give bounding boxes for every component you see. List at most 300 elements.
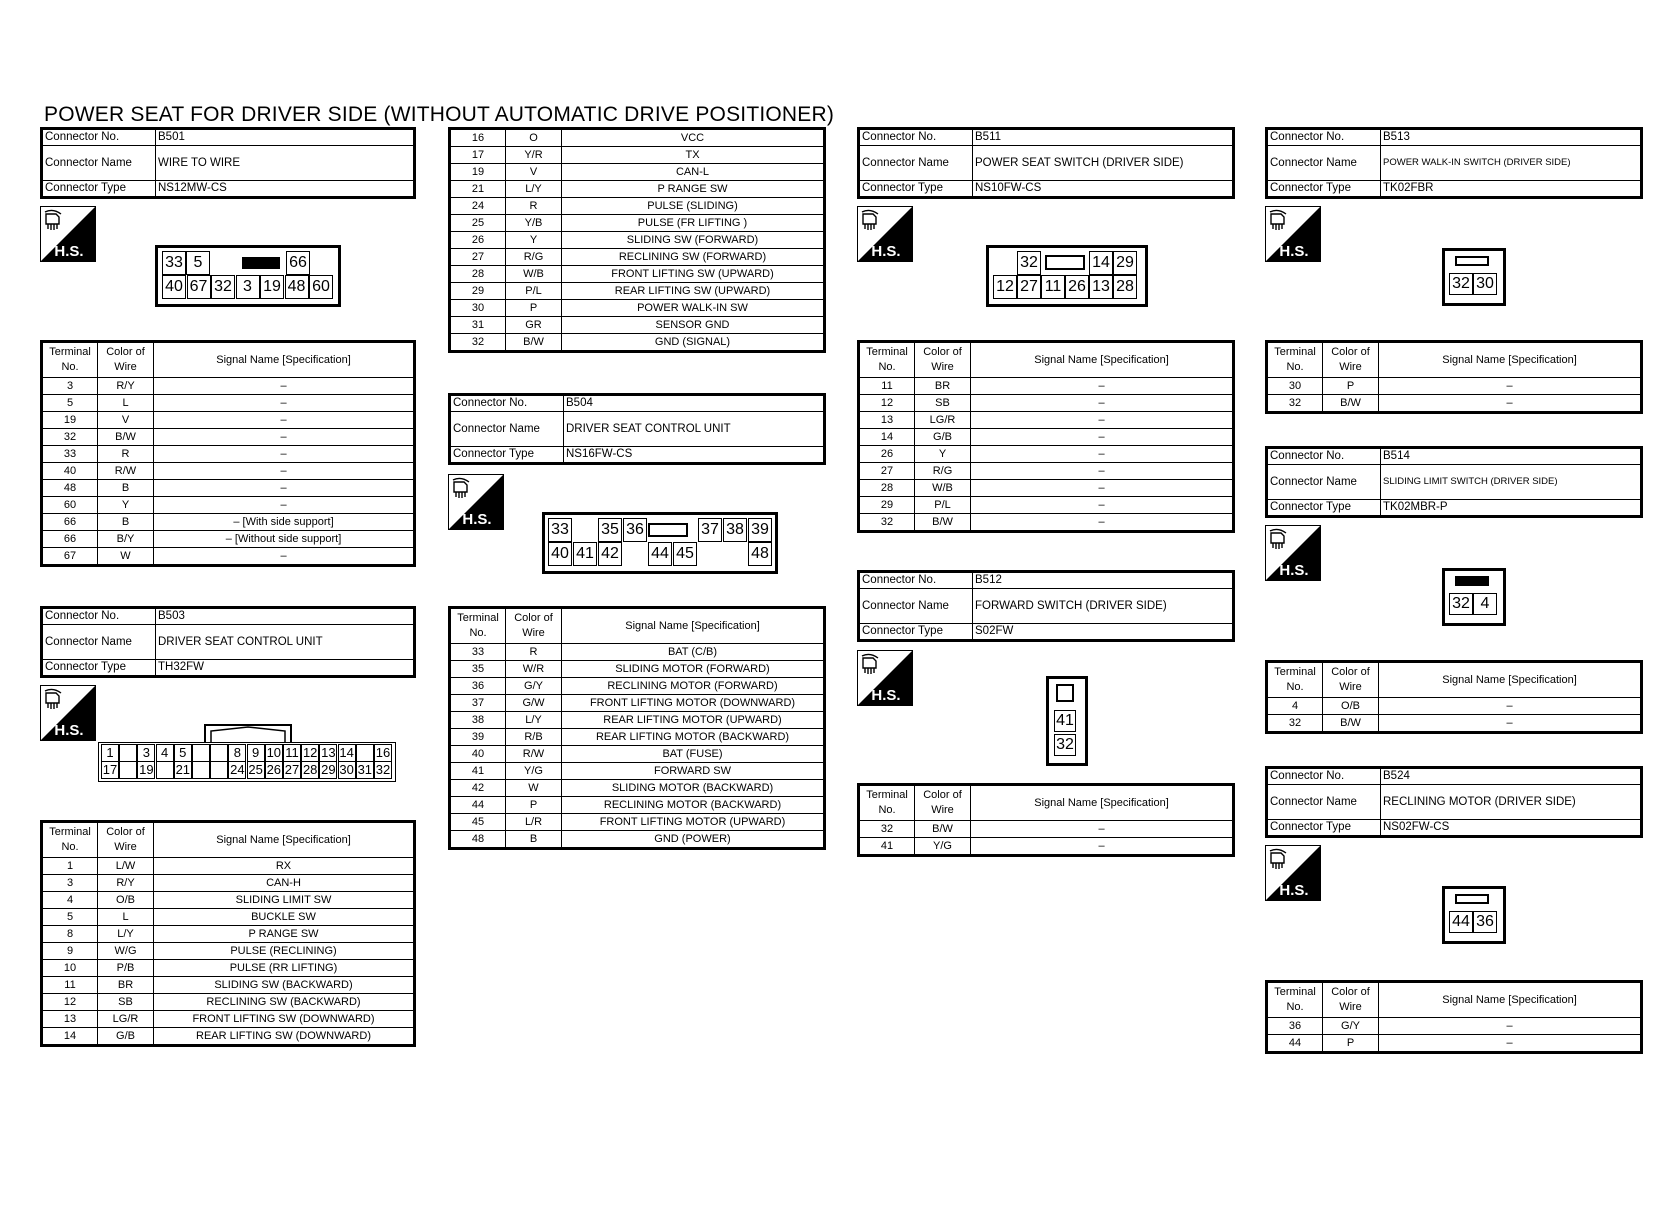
signal-name: – xyxy=(971,480,1234,497)
table-row xyxy=(450,763,825,780)
signal-name: – xyxy=(971,378,1234,395)
terminal-no: 4 xyxy=(1267,698,1323,715)
terminal-no: 41 xyxy=(450,763,506,780)
signal-name: RECLINING SW (FORWARD) xyxy=(562,249,825,266)
table-row xyxy=(450,334,825,352)
wire-color: W xyxy=(506,780,562,797)
wire-color: O xyxy=(506,129,562,147)
connector-type: NS16FW-CS xyxy=(564,447,825,464)
signal-name: – xyxy=(971,514,1234,532)
signal-name: REAR LIFTING SW (DOWNWARD) xyxy=(154,1028,415,1046)
signal-name: SLIDING MOTOR (FORWARD) xyxy=(562,661,825,678)
connector-info-b524 xyxy=(1265,766,1643,838)
signal-name: REAR LIFTING MOTOR (UPWARD) xyxy=(562,712,825,729)
harness-side-icon xyxy=(857,650,913,706)
table-row xyxy=(859,412,1234,429)
label-connector-no: Connector No. xyxy=(42,608,156,625)
table-row xyxy=(42,531,415,548)
table-row xyxy=(859,446,1234,463)
connector-info-b514 xyxy=(1265,446,1643,518)
signal-name: PULSE (RECLINING) xyxy=(154,943,415,960)
pin-cell: 41 xyxy=(573,542,597,566)
signal-name: – xyxy=(154,446,415,463)
wire-color: LG/R xyxy=(915,412,971,429)
table-row xyxy=(42,429,415,446)
header-terminal: Terminal No. xyxy=(42,822,98,858)
signal-name: – xyxy=(971,821,1234,838)
signal-name: SLIDING SW (FORWARD) xyxy=(562,232,825,249)
connector-type: TK02FBR xyxy=(1381,181,1642,198)
pin-cell: 32 xyxy=(1054,734,1076,756)
header-signal: Signal Name [Specification] xyxy=(1379,342,1642,378)
header-signal: Signal Name [Specification] xyxy=(971,342,1234,378)
signal-name: CAN-L xyxy=(562,164,825,181)
wire-color: V xyxy=(506,164,562,181)
signal-name: FRONT LIFTING SW (UPWARD) xyxy=(562,266,825,283)
pin-cell: 33 xyxy=(162,251,186,275)
pin-cell: 26 xyxy=(1065,275,1089,299)
terminal-no: 33 xyxy=(42,446,98,463)
signal-name: – [Without side support] xyxy=(154,531,415,548)
wire-color: B/W xyxy=(1323,395,1379,413)
pin-cell: 44 xyxy=(648,542,672,566)
terminal-no: 13 xyxy=(42,1011,98,1028)
pin-table-b504 xyxy=(448,606,826,850)
pin-cell: 27 xyxy=(284,762,300,777)
signal-name: – xyxy=(154,463,415,480)
signal-name: GND (SIGNAL) xyxy=(562,334,825,352)
pin-cell: 12 xyxy=(302,745,318,760)
connector-name: WIRE TO WIRE xyxy=(156,146,415,181)
table-row xyxy=(450,129,825,147)
table-row xyxy=(450,712,825,729)
terminal-no: 38 xyxy=(450,712,506,729)
pin-cell: 48 xyxy=(748,542,772,566)
wire-color: L xyxy=(98,909,154,926)
connector-info-b512 xyxy=(857,570,1235,642)
table-row xyxy=(859,378,1234,395)
pin-cell: 38 xyxy=(723,518,747,542)
signal-name: SLIDING MOTOR (BACKWARD) xyxy=(562,780,825,797)
table-row xyxy=(859,429,1234,446)
terminal-no: 32 xyxy=(1267,395,1323,413)
pin-cell xyxy=(119,744,137,762)
pin-cell: 29 xyxy=(321,762,336,777)
label-connector-type: Connector Type xyxy=(859,624,973,641)
table-row xyxy=(42,497,415,514)
connector-face-b512 xyxy=(1046,676,1088,766)
connector-face-b513 xyxy=(1442,248,1506,306)
wire-color: B/W xyxy=(915,821,971,838)
pin-cell xyxy=(156,761,174,779)
header-color: Color of Wire xyxy=(1323,982,1379,1018)
connector-name: DRIVER SEAT CONTROL UNIT xyxy=(156,625,415,660)
terminal-no: 13 xyxy=(859,412,915,429)
signal-name: – xyxy=(154,497,415,514)
hs-label: H.S. xyxy=(54,243,84,260)
table-row xyxy=(450,164,825,181)
wire-color: R/B xyxy=(506,729,562,746)
wire-color: O/B xyxy=(98,892,154,909)
pin-cell xyxy=(119,761,137,779)
signal-name: – xyxy=(154,378,415,395)
table-row xyxy=(1267,715,1642,733)
pin-cell: 42 xyxy=(598,542,622,566)
pin-cell: 17 xyxy=(102,762,118,777)
wire-color: G/B xyxy=(98,1028,154,1046)
terminal-no: 32 xyxy=(859,821,915,838)
terminal-no: 67 xyxy=(42,548,98,566)
terminal-no: 26 xyxy=(450,232,506,249)
label-connector-name: Connector Name xyxy=(42,625,156,660)
wire-color: R xyxy=(506,644,562,661)
signal-name: RECLINING MOTOR (BACKWARD) xyxy=(562,797,825,814)
pin-table-b503-continued xyxy=(448,127,826,353)
terminal-no: 31 xyxy=(450,317,506,334)
harness-side-icon xyxy=(448,474,504,530)
label-connector-no: Connector No. xyxy=(42,129,156,146)
pin-cell: 40 xyxy=(162,275,186,299)
pin-table-b512 xyxy=(857,783,1235,857)
terminal-no: 30 xyxy=(450,300,506,317)
terminal-no: 19 xyxy=(450,164,506,181)
wire-color: R/Y xyxy=(98,875,154,892)
connector-type: TK02MBR-P xyxy=(1381,500,1642,517)
harness-side-icon xyxy=(857,206,913,262)
terminal-no: 32 xyxy=(859,514,915,532)
header-terminal: Terminal No. xyxy=(1267,662,1323,698)
pin-cell: 26 xyxy=(266,762,282,777)
connector-type: TH32FW xyxy=(156,660,415,677)
header-color: Color of Wire xyxy=(98,342,154,378)
header-color: Color of Wire xyxy=(915,342,971,378)
wire-color: Y/B xyxy=(506,215,562,232)
pin-cell: 33 xyxy=(548,518,572,542)
signal-name: – xyxy=(154,429,415,446)
wire-color: B/W xyxy=(1323,715,1379,733)
harness-side-icon xyxy=(40,206,96,262)
wire-color: Y xyxy=(98,497,154,514)
label-connector-name: Connector Name xyxy=(1267,465,1381,500)
wire-color: LG/R xyxy=(98,1011,154,1028)
table-row xyxy=(450,814,825,831)
hs-label: H.S. xyxy=(1279,882,1309,899)
wire-color: B/Y xyxy=(98,531,154,548)
signal-name: – xyxy=(1379,1018,1642,1035)
lock-tab xyxy=(1455,576,1489,586)
header-terminal: Terminal No. xyxy=(42,342,98,378)
label-connector-type: Connector Type xyxy=(450,447,564,464)
table-row xyxy=(1267,1018,1642,1035)
pin-table-b513 xyxy=(1265,340,1643,414)
terminal-no: 11 xyxy=(42,977,98,994)
pin-cell: 19 xyxy=(260,275,284,299)
connector-no: B501 xyxy=(156,129,415,146)
wire-color: L/Y xyxy=(506,181,562,198)
wire-color: W/G xyxy=(98,943,154,960)
connector-no: B511 xyxy=(973,129,1234,146)
pin-cell: 32 xyxy=(375,762,391,777)
table-row xyxy=(859,821,1234,838)
lock-tab xyxy=(1056,684,1074,702)
signal-name: – xyxy=(154,412,415,429)
table-row xyxy=(450,147,825,164)
table-row xyxy=(450,831,825,849)
pin-cell xyxy=(210,744,228,762)
header-signal: Signal Name [Specification] xyxy=(154,342,415,378)
label-connector-type: Connector Type xyxy=(42,660,156,677)
table-row xyxy=(450,283,825,300)
table-row xyxy=(450,181,825,198)
wire-color: BR xyxy=(915,378,971,395)
signal-name: POWER WALK-IN SW xyxy=(562,300,825,317)
table-row xyxy=(859,480,1234,497)
wire-color: R xyxy=(506,198,562,215)
wire-color: P xyxy=(1323,1035,1379,1053)
header-color: Color of Wire xyxy=(98,822,154,858)
label-connector-no: Connector No. xyxy=(859,129,973,146)
wire-color: R/W xyxy=(98,463,154,480)
terminal-no: 35 xyxy=(450,661,506,678)
terminal-no: 19 xyxy=(42,412,98,429)
pin-cell: 3 xyxy=(236,275,260,299)
pin-cell: 66 xyxy=(286,251,310,275)
pin-cell: 4 xyxy=(1473,593,1497,615)
terminal-no: 33 xyxy=(450,644,506,661)
signal-name: – xyxy=(154,395,415,412)
terminal-no: 27 xyxy=(859,463,915,480)
signal-name: – xyxy=(1379,378,1642,395)
pin-cell xyxy=(210,761,228,779)
table-row xyxy=(450,695,825,712)
connector-no: B504 xyxy=(564,395,825,412)
header-color: Color of Wire xyxy=(915,785,971,821)
table-row xyxy=(450,215,825,232)
terminal-no: 48 xyxy=(42,480,98,497)
pin-cell: 28 xyxy=(1113,275,1137,299)
hs-label: H.S. xyxy=(1279,243,1309,260)
wire-color: R/W xyxy=(506,746,562,763)
wire-color: L/W xyxy=(98,858,154,875)
wire-color: P/L xyxy=(915,497,971,514)
signal-name: PULSE (FR LIFTING ) xyxy=(562,215,825,232)
terminal-no: 12 xyxy=(859,395,915,412)
table-row xyxy=(42,480,415,497)
wire-color: W xyxy=(98,548,154,566)
signal-name: REAR LIFTING MOTOR (BACKWARD) xyxy=(562,729,825,746)
wire-color: G/Y xyxy=(1323,1018,1379,1035)
terminal-no: 4 xyxy=(42,892,98,909)
pin-table-b501 xyxy=(40,340,416,567)
harness-side-icon xyxy=(40,685,96,741)
page-title: POWER SEAT FOR DRIVER SIDE (WITHOUT AUTOMATIC DRIVE POSITIONER) xyxy=(44,103,835,126)
signal-name: SLIDING SW (BACKWARD) xyxy=(154,977,415,994)
table-row xyxy=(1267,1035,1642,1053)
header-terminal: Terminal No. xyxy=(859,342,915,378)
terminal-no: 12 xyxy=(42,994,98,1011)
terminal-no: 44 xyxy=(450,797,506,814)
pin-cell: 45 xyxy=(673,542,697,566)
table-row xyxy=(1267,698,1642,715)
wire-color: W/B xyxy=(506,266,562,283)
label-connector-name: Connector Name xyxy=(1267,146,1381,181)
terminal-no: 24 xyxy=(450,198,506,215)
terminal-no: 45 xyxy=(450,814,506,831)
table-row xyxy=(450,266,825,283)
table-row xyxy=(450,198,825,215)
header-signal: Signal Name [Specification] xyxy=(1379,662,1642,698)
table-row xyxy=(42,1028,415,1046)
wire-color: O/B xyxy=(1323,698,1379,715)
table-row xyxy=(42,926,415,943)
terminal-no: 29 xyxy=(450,283,506,300)
pin-table-b503 xyxy=(40,820,416,1047)
connector-name: SLIDING LIMIT SWITCH (DRIVER SIDE) xyxy=(1381,465,1642,500)
pin-cell: 32 xyxy=(211,275,235,299)
pin-cell: 36 xyxy=(1473,911,1497,933)
table-row xyxy=(42,463,415,480)
connector-name: POWER SEAT SWITCH (DRIVER SIDE) xyxy=(973,146,1234,181)
signal-name: RX xyxy=(154,858,415,875)
label-connector-type: Connector Type xyxy=(1267,500,1381,517)
wire-color: B xyxy=(98,514,154,531)
wire-color: G/W xyxy=(506,695,562,712)
table-row xyxy=(42,514,415,531)
signal-name: – [With side support] xyxy=(154,514,415,531)
label-connector-name: Connector Name xyxy=(859,146,973,181)
wire-color: P xyxy=(506,300,562,317)
table-row xyxy=(450,300,825,317)
table-row xyxy=(450,661,825,678)
pin-cell: 30 xyxy=(1473,273,1497,295)
label-connector-name: Connector Name xyxy=(42,146,156,181)
label-connector-no: Connector No. xyxy=(1267,129,1381,146)
header-signal: Signal Name [Specification] xyxy=(154,822,415,858)
signal-name: FRONT LIFTING SW (DOWNWARD) xyxy=(154,1011,415,1028)
pin-cell: 8 xyxy=(228,744,246,762)
header-terminal: Terminal No. xyxy=(859,785,915,821)
table-row xyxy=(1267,395,1642,413)
pin-cell: 24 xyxy=(230,762,245,777)
connector-name: RECLINING MOTOR (DRIVER SIDE) xyxy=(1381,785,1642,820)
wire-color: R/G xyxy=(915,463,971,480)
wire-color: GR xyxy=(506,317,562,334)
signal-name: – xyxy=(971,838,1234,856)
connector-face-b503 xyxy=(98,742,396,782)
terminal-no: 14 xyxy=(859,429,915,446)
signal-name: – xyxy=(971,395,1234,412)
wire-color: R xyxy=(98,446,154,463)
signal-name: GND (POWER) xyxy=(562,831,825,849)
connector-info-b513 xyxy=(1265,127,1643,199)
wire-color: B xyxy=(506,831,562,849)
signal-name: – xyxy=(154,548,415,566)
signal-name: – xyxy=(1379,395,1642,413)
pin-cell: 30 xyxy=(339,762,354,777)
terminal-no: 1 xyxy=(42,858,98,875)
pin-cell: 13 xyxy=(1089,275,1113,299)
label-connector-type: Connector Type xyxy=(1267,181,1381,198)
label-connector-type: Connector Type xyxy=(1267,820,1381,837)
label-connector-name: Connector Name xyxy=(450,412,564,447)
signal-name: BAT (C/B) xyxy=(562,644,825,661)
wire-color: L/Y xyxy=(506,712,562,729)
wire-color: B xyxy=(98,480,154,497)
signal-name: TX xyxy=(562,147,825,164)
table-row xyxy=(42,858,415,875)
pin-cell: 32 xyxy=(1017,251,1041,275)
pin-cell: 48 xyxy=(285,275,309,299)
wire-color: L xyxy=(98,395,154,412)
label-connector-name: Connector Name xyxy=(859,589,973,624)
pin-cell: 37 xyxy=(698,518,722,542)
pin-cell: 4 xyxy=(156,744,174,762)
table-row xyxy=(42,994,415,1011)
signal-name: FRONT LIFTING MOTOR (DOWNWARD) xyxy=(562,695,825,712)
table-row xyxy=(450,729,825,746)
terminal-no: 60 xyxy=(42,497,98,514)
terminal-no: 42 xyxy=(450,780,506,797)
pin-cell: 27 xyxy=(1017,275,1041,299)
connector-face-b524 xyxy=(1442,886,1506,944)
terminal-no: 8 xyxy=(42,926,98,943)
wire-color: BR xyxy=(98,977,154,994)
lock-tab xyxy=(1045,255,1085,270)
table-row xyxy=(859,463,1234,480)
connector-no: B503 xyxy=(156,608,415,625)
pin-cell: 25 xyxy=(248,762,263,777)
connector-no: B514 xyxy=(1381,448,1642,465)
hs-label: H.S. xyxy=(1279,562,1309,579)
pin-cell: 14 xyxy=(1089,251,1113,275)
table-row xyxy=(859,514,1234,532)
hs-label: H.S. xyxy=(871,687,901,704)
wire-color: L/R xyxy=(506,814,562,831)
terminal-no: 28 xyxy=(859,480,915,497)
wire-color: P xyxy=(1323,378,1379,395)
table-row xyxy=(859,497,1234,514)
terminal-no: 44 xyxy=(1267,1035,1323,1053)
terminal-no: 30 xyxy=(1267,378,1323,395)
connector-type: NS02FW-CS xyxy=(1381,820,1642,837)
table-row xyxy=(42,1011,415,1028)
pin-cell: 60 xyxy=(309,275,333,299)
signal-name: BAT (FUSE) xyxy=(562,746,825,763)
pin-cell: 12 xyxy=(993,275,1017,299)
signal-name: FRONT LIFTING MOTOR (UPWARD) xyxy=(562,814,825,831)
pin-cell: 32 xyxy=(1449,593,1473,615)
terminal-no: 3 xyxy=(42,875,98,892)
table-row xyxy=(450,678,825,695)
table-row xyxy=(42,875,415,892)
lock-tab xyxy=(1455,256,1489,266)
connector-info-b504 xyxy=(448,393,826,465)
terminal-no: 17 xyxy=(450,147,506,164)
header-signal: Signal Name [Specification] xyxy=(562,608,825,644)
terminal-no: 26 xyxy=(859,446,915,463)
signal-name: BUCKLE SW xyxy=(154,909,415,926)
connector-no: B524 xyxy=(1381,768,1642,785)
signal-name: REAR LIFTING SW (UPWARD) xyxy=(562,283,825,300)
terminal-no: 66 xyxy=(42,531,98,548)
connector-face-b504 xyxy=(542,512,778,574)
table-row xyxy=(450,249,825,266)
pin-cell xyxy=(192,744,210,762)
wire-color: R/G xyxy=(506,249,562,266)
terminal-no: 29 xyxy=(859,497,915,514)
wire-color: W/R xyxy=(506,661,562,678)
pin-cell xyxy=(192,761,210,779)
